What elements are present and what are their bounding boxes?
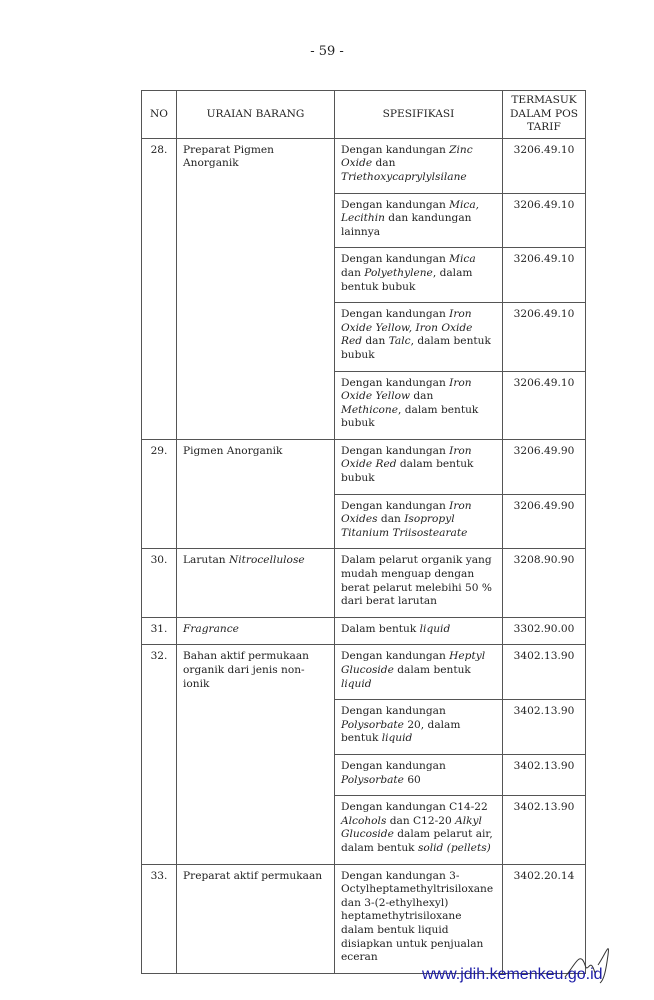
text-segment: Heptyl Glucoside (341, 650, 486, 676)
header-no: NO (142, 91, 177, 139)
item-specification (335, 796, 503, 864)
item-specification (335, 864, 503, 973)
watermark-link[interactable]: www.jdih.kemenkeu.go.id (422, 966, 603, 983)
item-description (177, 645, 335, 864)
text-segment: dan C12-20 (386, 814, 456, 827)
table-row (142, 864, 586, 973)
table-row (142, 439, 586, 494)
text-segment: Alcohols (341, 814, 387, 827)
text-segment: Alkyl Glucoside (341, 814, 482, 841)
text-segment: Dengan kandungan (341, 499, 450, 512)
tariff-code: 3206.49.90 (503, 494, 586, 549)
text-segment: 60 (403, 773, 421, 786)
text-segment: , dalam bentuk bubuk (341, 335, 491, 361)
tariff-code: 3206.49.10 (503, 303, 586, 371)
item-specification (335, 549, 503, 617)
item-specification (335, 645, 503, 700)
text-segment: Fragrance (183, 622, 239, 635)
text-segment: dalam bentuk bubuk (341, 458, 474, 485)
text-segment: Talc (388, 335, 411, 348)
text-segment: Dengan kandungan (341, 143, 450, 156)
text-segment: Isopropyl Titanium Triisostearate (341, 513, 468, 539)
tariff-table (141, 90, 586, 974)
item-specification (335, 439, 503, 494)
item-description (177, 138, 335, 439)
text-segment: Zinc Oxide (341, 143, 473, 170)
text-segment: Bahan aktif permukaan organik dari jenis non-ionik (183, 650, 309, 690)
item-specification (335, 193, 503, 248)
text-segment: Dalam bentuk (341, 622, 420, 635)
table-body (142, 138, 586, 973)
item-specification (335, 494, 503, 549)
tariff-code: 3402.13.90 (503, 796, 586, 864)
tariff-code: 3402.20.14 (503, 864, 586, 973)
text-segment: Iron Oxide Yellow, Iron Oxide Red (341, 308, 473, 348)
item-specification (335, 371, 503, 439)
header-spesifikasi: SPESIFIKASI (335, 91, 503, 139)
text-segment: liquid (419, 622, 451, 635)
table-row (142, 617, 586, 645)
text-segment: Triethoxycaprylylsilane (341, 170, 467, 183)
text-segment: Mica (449, 253, 476, 266)
text-segment: Pigmen Anorganik (183, 444, 283, 457)
text-segment: Dengan kandungan C14-22 (341, 801, 488, 814)
tariff-code: 3402.13.90 (503, 754, 586, 795)
item-number: 31. (142, 617, 177, 645)
text-segment: dalam bentuk (393, 664, 471, 676)
item-description (177, 549, 335, 617)
text-segment: Dengan kandungan (341, 308, 450, 321)
text-segment: Dengan kandungan (341, 759, 446, 772)
item-number: 32. (142, 645, 177, 864)
tariff-code: 3302.90.00 (503, 617, 586, 645)
item-number: 29. (142, 439, 177, 549)
tariff-code: 3402.13.90 (503, 645, 586, 700)
table-header-row (142, 91, 586, 139)
text-segment: Dalam pelarut organik yang mudah menguap dengan berat pelarut melebihi 50 % dari berat larutan (341, 554, 492, 608)
text-segment: dan (410, 390, 434, 403)
text-segment: dan (377, 513, 405, 526)
signature-initials (560, 935, 620, 985)
tariff-code: 3206.49.10 (503, 193, 586, 248)
item-description (177, 617, 335, 645)
text-segment: Dengan kandungan (341, 444, 450, 457)
item-number: 33. (142, 864, 177, 973)
tariff-code: 3206.49.90 (503, 439, 586, 494)
text-segment: dan (341, 266, 365, 279)
text-segment: Dengan kandungan (341, 650, 450, 663)
text-segment: dalam pelarut air, dalam bentuk (341, 828, 493, 854)
header-uraian: URAIAN BARANG (177, 91, 335, 139)
text-segment: 20, dalam bentuk (341, 718, 461, 745)
text-segment: dan (362, 335, 389, 348)
text-segment: Dengan kandungan (341, 253, 450, 266)
item-specification (335, 303, 503, 371)
text-segment: Dengan kandungan (341, 376, 450, 389)
text-segment: Dengan kandungan (341, 198, 450, 211)
text-segment: liquid (381, 732, 413, 745)
text-segment: Nitrocellulose (229, 554, 305, 567)
text-segment: Iron Oxides (341, 499, 472, 526)
item-number: 30. (142, 549, 177, 617)
text-segment: , dalam bentuk bubuk (341, 266, 473, 293)
item-description (177, 864, 335, 973)
text-segment: Dengan kandungan (341, 705, 446, 718)
text-segment: solid (pellets) (417, 841, 491, 854)
page-number: - 59 - (310, 44, 344, 59)
text-segment: Polysorbate (341, 718, 404, 731)
text-segment: Larutan (183, 554, 230, 567)
item-specification (335, 248, 503, 303)
text-segment: Dengan kandungan 3-Octylheptamethyltrisiloxane dan 3-(2-ethylhexyl) heptamethytrisiloxane dalam bentuk liquid disiapkan untuk penjualan eceran (341, 869, 494, 964)
item-specification (335, 138, 503, 193)
text-segment: dan kandungan lainnya (341, 212, 472, 238)
tariff-code: 3206.49.10 (503, 248, 586, 303)
table-row (142, 138, 586, 193)
tariff-code: 3208.90.90 (503, 549, 586, 617)
text-segment: Iron Oxide Yellow (341, 376, 472, 403)
item-number: 28. (142, 138, 177, 439)
text-segment: dan (372, 157, 396, 170)
item-description (177, 439, 335, 549)
text-segment: Preparat Pigmen Anorganik (183, 143, 274, 170)
item-specification (335, 700, 503, 755)
text-segment: liquid (341, 677, 372, 690)
text-segment: Mica, Lecithin (341, 198, 480, 225)
tariff-code: 3402.13.90 (503, 700, 586, 755)
tariff-code: 3206.49.10 (503, 371, 586, 439)
header-pos-tarif: TERMASUK DALAM POS TARIF (503, 91, 586, 139)
tariff-code: 3206.49.10 (503, 138, 586, 193)
text-segment: , dalam bentuk bubuk (341, 403, 479, 430)
item-specification (335, 617, 503, 645)
text-segment: Preparat aktif permukaan (183, 869, 323, 882)
text-segment: Polysorbate (341, 773, 404, 786)
table-row (142, 645, 586, 700)
text-segment: Methicone (341, 403, 398, 416)
table-row (142, 549, 586, 617)
text-segment: Iron Oxide Red (341, 444, 472, 471)
item-specification (335, 754, 503, 795)
text-segment: Polyethylene (364, 266, 433, 279)
